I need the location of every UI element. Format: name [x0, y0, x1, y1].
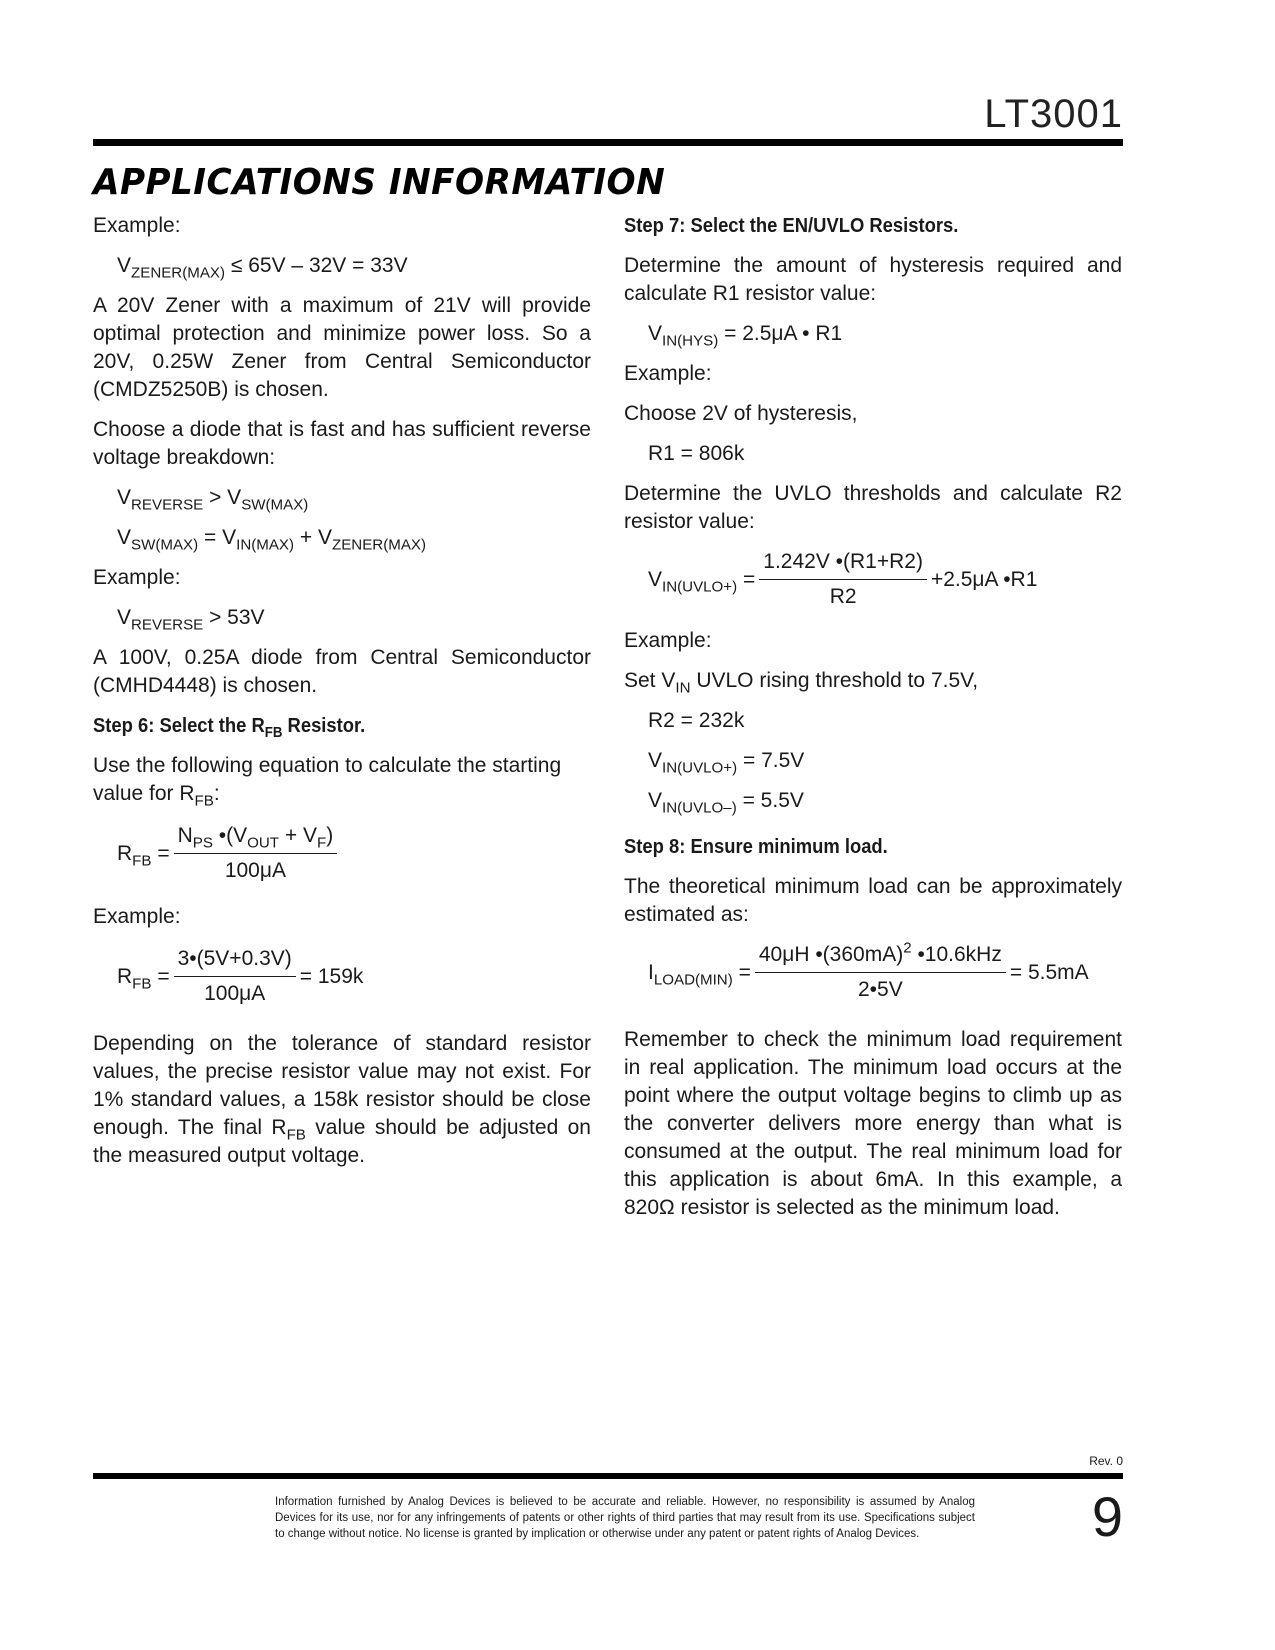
tolerance-paragraph: Depending on the tolerance of standard resistor values, the precise resistor value may not exist. For 1% standard values, a 158k resistor should be close enough. The final $R_{FB}$ value should be adjusted on the measured output voltage. — [93, 1032, 591, 1167]
vzener-equation: $V_{ZENER(MAX)} \le 65V - 32V = 33V$ — [117, 254, 408, 282]
uvlo-paragraph: Determine the UVLO thresholds and calculate R2 resistor value: — [624, 482, 1122, 533]
example-label: Example: — [93, 214, 181, 237]
diode-paragraph: Choose a diode that is fast and has sufficient reverse voltage breakdown: — [93, 418, 591, 469]
remember-paragraph: Remember to check the minimum load requirement in real application. The minimum load occurs at the point where the output voltage begins to climb up as the converter delivers more energy than what is consumed at the output. The real minimum load for this application is about 6mA. In this example, a 820Ω resistor is selected as the minimum load. — [624, 1028, 1122, 1219]
set-threshold: Set $V_{IN}$ UVLO rising threshold to 7.5V, — [624, 669, 979, 697]
header-rule — [93, 139, 1123, 146]
revision: Rev. 0 — [1089, 1454, 1123, 1468]
example-label: Example: — [624, 362, 712, 385]
minload-paragraph: The theoretical minimum load can be approximately estimated as: — [624, 875, 1122, 926]
step8-heading: Step 8: Ensure minimum load. — [624, 836, 888, 858]
use-paragraph: Use the following equation to calculate the starting value for $R_{FB}$: — [93, 754, 562, 810]
choose-hysteresis: Choose 2V of hysteresis, — [624, 402, 858, 425]
step6-heading: Step 6: Select the $R_{FB}$ Resistor. — [93, 715, 366, 742]
step7-heading: Step 7: Select the EN/UVLO Resistors. — [624, 215, 959, 237]
zener-paragraph: A 20V Zener with a maximum of 21V will provide optimal protection and minimize power loss. So a 20V, 0.25W Zener from Central Semiconductor (CMDZ5250B) is chosen. — [93, 294, 591, 401]
section-title: APPLICATIONS INFORMATION — [93, 162, 666, 203]
example-label: Example: — [93, 905, 181, 928]
r2-value: R2 = 232k — [648, 709, 745, 732]
diode-choice-paragraph: A 100V, 0.25A diode from Central Semiconductor (CMHD4448) is chosen. — [93, 646, 591, 697]
part-number: LT3001 — [984, 92, 1123, 136]
example-label: Example: — [93, 566, 181, 589]
vreverse-equation: $V_{REVERSE} > V_{SW(MAX)}$ — [117, 486, 309, 514]
vin-uvlo-minus: $V_{IN(UVLO-)} = 5.5V$ — [648, 789, 804, 817]
footer-rule — [93, 1473, 1123, 1479]
uvlo-equation: $V_{IN(UVLO+)}$ = $\frac{1.242V •(R1+R2)}{R2}$ +2.5μA •R1 — [648, 550, 1038, 608]
iload-equation: $I_{LOAD(MIN)}$ = $\frac{40\mu H •(360mA)^2 •10.6kHz}{2•5V}$ = 5.5mA — [648, 939, 1089, 1001]
vreverse-example: $V_{REVERSE} > 53V$ — [117, 606, 265, 634]
example-label: Example: — [624, 629, 712, 652]
rfb-example-equation: $R_{FB}$ = $\frac{3•(5V+0.3V)}{100\mu A}$ = 159k — [117, 947, 364, 1005]
vin-uvlo-plus: $V_{IN(UVLO+)} = 7.5V$ — [648, 749, 805, 777]
disclaimer: Information furnished by Analog Devices is believed to be accurate and reliable. However, no responsibility is assumed by Analog Devices for its use, nor for any infringements of patents or other rights of third parties that may result from its use. Specifications subject to change without notice. No license is granted by implication or otherwise under any patent or patent rights of Analog Devices. — [275, 1496, 975, 1540]
vinhys-equation: $V_{IN(HYS)} = 2.5\mu A$ • R1 — [648, 322, 843, 350]
page-number: 9 — [1091, 1485, 1123, 1548]
r1-value: R1 = 806k — [648, 442, 745, 465]
vsw-equation: $V_{SW(MAX)} = V_{IN(MAX)} + V_{ZENER(MAX)}$ — [117, 526, 427, 554]
hysteresis-paragraph: Determine the amount of hysteresis required and calculate R1 resistor value: — [624, 254, 1122, 305]
left-column — [93, 212, 591, 1182]
right-column — [624, 212, 1122, 1234]
rfb-equation: $R_{FB}$ = $\frac{N_{PS} •(V_{OUT} + V_F)}{100\mu A}$ — [93, 822, 591, 885]
